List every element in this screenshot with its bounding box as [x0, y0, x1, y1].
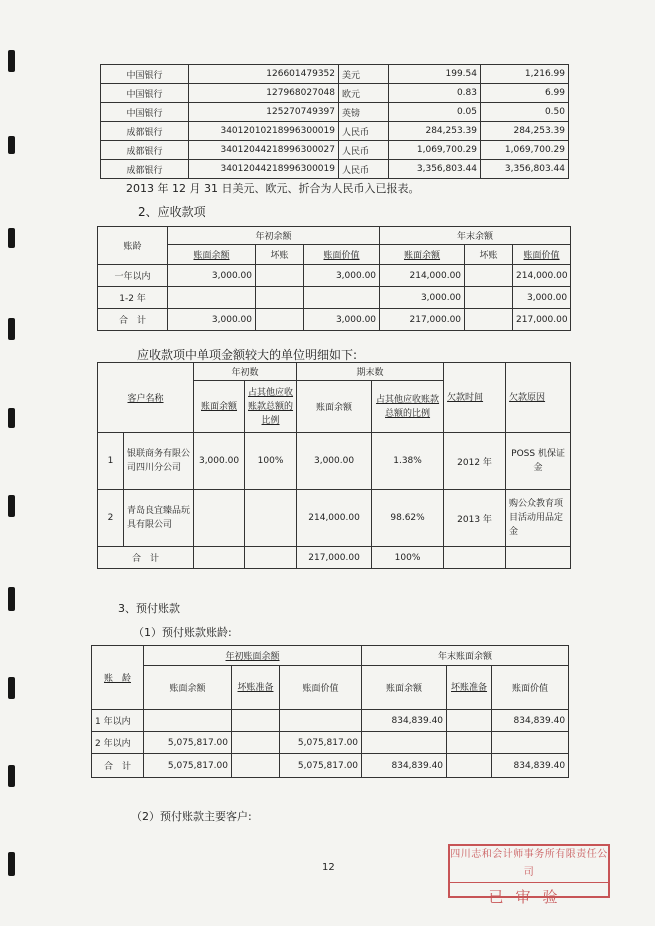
amount-cell [280, 710, 362, 732]
currency: 欧元 [339, 84, 389, 103]
amount-cell: 5,075,817.00 [280, 732, 362, 754]
table-total-row [98, 309, 571, 331]
percent-cell: 100% [245, 433, 297, 490]
punch-hole-mark [8, 136, 15, 154]
column-header-end: 年末账面余额 [362, 646, 569, 666]
punch-hole-mark [8, 408, 15, 428]
column-header-value: 账面价值 [280, 666, 362, 710]
punch-hole-mark [8, 852, 15, 876]
empty-cell [245, 547, 297, 569]
table-row [98, 265, 571, 287]
amount-cell: 217,000.00 [380, 309, 465, 331]
customer-name: 银联商务有限公司四川分公司 [124, 433, 194, 490]
stamp-verified-text: 已审验 [488, 888, 570, 906]
amount-cell [168, 287, 256, 309]
column-header-bad-debt: 坏账 [465, 245, 513, 265]
section-heading-receivables: 2、应收款项 [138, 205, 206, 219]
detail-heading: 应收款项中单项金额较大的单位明细如下: [137, 348, 358, 362]
total-label: 合 计 [98, 309, 168, 331]
percent-cell: 98.62% [372, 490, 444, 547]
bank-name: 中国银行 [101, 103, 189, 122]
original-amount: 0.83 [389, 84, 481, 103]
percent-cell: 1.38% [372, 433, 444, 490]
column-header-ratio: 占其他应收账款总额的比例 [245, 381, 297, 433]
total-label: 合 计 [98, 547, 194, 569]
rmb-amount: 3,356,803.44 [481, 160, 569, 179]
amount-cell: 3,000.00 [168, 265, 256, 287]
column-header-bad-debt: 坏账准备 [447, 666, 492, 710]
stamp-firm-name: 四川志和会计师事务所有限责任公司 [450, 846, 608, 883]
column-header-begin: 年初账面余额 [144, 646, 362, 666]
subheading-prepayment-aging: （1）预付账款账龄: [133, 626, 232, 639]
amount-cell [362, 732, 447, 754]
punch-hole-mark [8, 495, 15, 517]
punch-hole-mark [8, 318, 15, 340]
table-total-row [98, 547, 571, 569]
punch-hole-mark [8, 677, 15, 699]
punch-hole-mark [8, 587, 15, 611]
column-header-age: 账龄 [98, 227, 168, 265]
total-label: 合 计 [92, 754, 144, 778]
amount-cell [304, 287, 380, 309]
column-header-book: 账面余额 [380, 245, 465, 265]
punch-hole-mark [8, 765, 15, 787]
percent-cell [245, 490, 297, 547]
rmb-amount: 0.50 [481, 103, 569, 122]
column-header-value: 账面价值 [304, 245, 380, 265]
amount-cell [232, 754, 280, 778]
column-header-begin: 年初余额 [168, 227, 380, 245]
account-number: 126601479352 [189, 65, 339, 84]
empty-cell [444, 547, 506, 569]
rmb-amount: 1,216.99 [481, 65, 569, 84]
column-header-book: 账面余额 [362, 666, 447, 710]
subheading-main-customers: （2）预付账款主要客户: [131, 810, 252, 823]
column-header-book: 账面余额 [194, 381, 245, 433]
table-row [98, 433, 571, 490]
currency: 英镑 [339, 103, 389, 122]
empty-cell [194, 547, 245, 569]
column-header-end: 年末余额 [380, 227, 571, 245]
table-header-row [98, 245, 571, 265]
amount-cell: 834,839.40 [492, 710, 569, 732]
table-total-row [92, 754, 569, 778]
audit-stamp [448, 844, 610, 906]
account-number: 34012044218996300019 [189, 160, 339, 179]
amount-cell [447, 710, 492, 732]
original-amount: 0.05 [389, 103, 481, 122]
amount-cell: 5,075,817.00 [280, 754, 362, 778]
reason-cell: 购公众教育项目活动用品定金 [506, 490, 571, 547]
original-amount: 199.54 [389, 65, 481, 84]
column-header-ratio: 占其他应收账款总额的比例 [372, 381, 444, 433]
amount-cell: 5,075,817.00 [144, 732, 232, 754]
amount-cell: 3,000.00 [304, 265, 380, 287]
amount-cell [256, 265, 304, 287]
amount-cell [465, 287, 513, 309]
table-header-row [98, 363, 571, 381]
column-header-time: 欠款时间 [444, 363, 506, 433]
rmb-amount: 1,069,700.29 [481, 141, 569, 160]
section-heading-prepayments: 3、预付账款 [118, 602, 180, 615]
account-number: 34012044218996300027 [189, 141, 339, 160]
amount-cell: 3,000.00 [194, 433, 245, 490]
table-row [101, 103, 569, 122]
amount-cell: 834,839.40 [492, 754, 569, 778]
reason-cell: POSS 机保证金 [506, 433, 571, 490]
currency: 人民币 [339, 122, 389, 141]
currency: 美元 [339, 65, 389, 84]
column-header-customer: 客户名称 [98, 363, 194, 433]
bank-deposit-table [100, 64, 569, 179]
table-row [101, 84, 569, 103]
age-cell: 1 年以内 [92, 710, 144, 732]
receivables-detail-table [97, 362, 571, 569]
column-header-book: 账面余额 [168, 245, 256, 265]
amount-cell: 217,000.00 [513, 309, 571, 331]
amount-cell [256, 309, 304, 331]
table-row [101, 141, 569, 160]
bank-name: 成都银行 [101, 122, 189, 141]
bank-name: 中国银行 [101, 65, 189, 84]
amount-cell: 3,000.00 [513, 287, 571, 309]
table-header-row [92, 666, 569, 710]
receivables-aging-table [97, 226, 571, 331]
table-row [92, 710, 569, 732]
table-row [98, 490, 571, 547]
amount-cell [447, 732, 492, 754]
table-header-row [92, 646, 569, 666]
column-header-value: 账面价值 [492, 666, 569, 710]
original-amount: 1,069,700.29 [389, 141, 481, 160]
original-amount: 284,253.39 [389, 122, 481, 141]
amount-cell [232, 732, 280, 754]
table-row [98, 287, 571, 309]
table-header-row [98, 227, 571, 245]
row-number: 2 [98, 490, 124, 547]
table-row [101, 65, 569, 84]
rmb-amount: 284,253.39 [481, 122, 569, 141]
percent-cell: 100% [372, 547, 444, 569]
amount-cell: 214,000.00 [297, 490, 372, 547]
currency: 人民币 [339, 141, 389, 160]
rmb-amount: 6.99 [481, 84, 569, 103]
amount-cell: 834,839.40 [362, 754, 447, 778]
column-header-value: 账面价值 [513, 245, 571, 265]
amount-cell [492, 732, 569, 754]
time-cell: 2012 年 [444, 433, 506, 490]
account-number: 125270749397 [189, 103, 339, 122]
table-row [101, 160, 569, 179]
amount-cell: 5,075,817.00 [144, 754, 232, 778]
column-header-bad-debt: 坏账 [256, 245, 304, 265]
amount-cell [465, 309, 513, 331]
amount-cell: 214,000.00 [380, 265, 465, 287]
amount-cell: 3,000.00 [297, 433, 372, 490]
age-cell: 2 年以内 [92, 732, 144, 754]
age-cell: 1-2 年 [98, 287, 168, 309]
fx-note: 2013 年 12 月 31 日美元、欧元、折合为人民币入已报表。 [126, 182, 420, 195]
customer-name: 青岛良宜臻品玩具有限公司 [124, 490, 194, 547]
bank-name: 成都银行 [101, 160, 189, 179]
currency: 人民币 [339, 160, 389, 179]
table-row [101, 122, 569, 141]
page-number: 12 [322, 862, 335, 873]
column-header-age: 账 龄 [92, 646, 144, 710]
amount-cell [144, 710, 232, 732]
bank-name: 成都银行 [101, 141, 189, 160]
punch-hole-mark [8, 228, 15, 248]
amount-cell [232, 710, 280, 732]
amount-cell: 214,000.00 [513, 265, 571, 287]
empty-cell [506, 547, 571, 569]
amount-cell: 834,839.40 [362, 710, 447, 732]
column-header-reason: 欠款原因 [506, 363, 571, 433]
row-number: 1 [98, 433, 124, 490]
amount-cell: 3,000.00 [168, 309, 256, 331]
amount-cell [256, 287, 304, 309]
age-cell: 一年以内 [98, 265, 168, 287]
time-cell: 2013 年 [444, 490, 506, 547]
amount-cell: 3,000.00 [304, 309, 380, 331]
column-header-end: 期末数 [297, 363, 444, 381]
column-header-begin: 年初数 [194, 363, 297, 381]
prepayment-aging-table [91, 645, 569, 778]
punch-hole-mark [8, 50, 15, 72]
table-row [92, 732, 569, 754]
column-header-book: 账面余额 [297, 381, 372, 433]
account-number: 34012010218996300019 [189, 122, 339, 141]
account-number: 127968027048 [189, 84, 339, 103]
amount-cell [465, 265, 513, 287]
amount-cell: 3,000.00 [380, 287, 465, 309]
bank-name: 中国银行 [101, 84, 189, 103]
amount-cell [447, 754, 492, 778]
amount-cell: 217,000.00 [297, 547, 372, 569]
column-header-book: 账面余额 [144, 666, 232, 710]
amount-cell [194, 490, 245, 547]
column-header-bad-debt: 坏账准备 [232, 666, 280, 710]
original-amount: 3,356,803.44 [389, 160, 481, 179]
